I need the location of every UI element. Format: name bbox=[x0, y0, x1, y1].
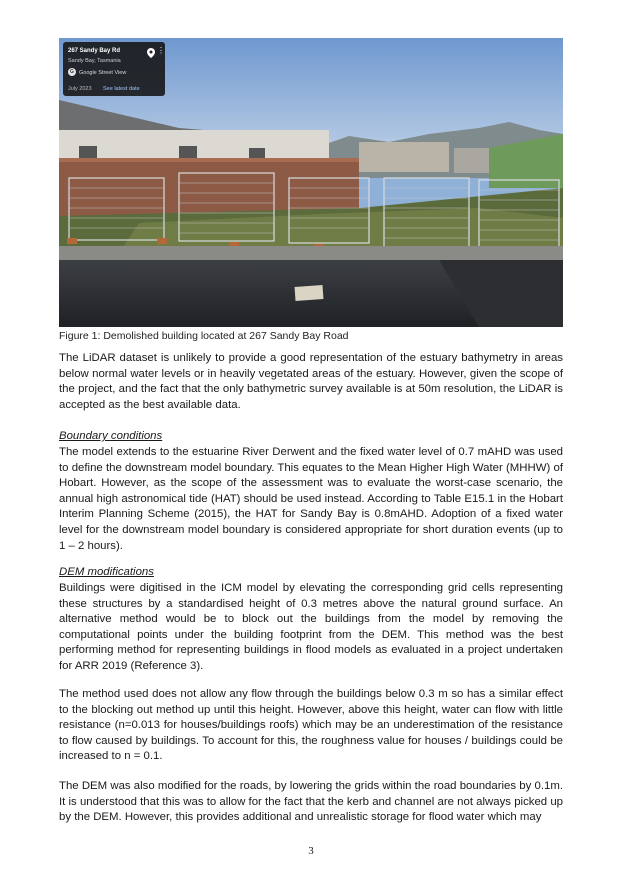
paragraph-dem-buildings: Buildings were digitised in the ICM model by elevating the corresponding grid cells representing these structures by a standardised height of 0.3 metres above the natural ground surface. An alternative method would be to block out the buildings from the model by removing the computational points under the building footprint from the DEM. This method was the best performing method for representing buildings in flood models as evaluated in a project undertaken for ARR 2019 (Reference 3). bbox=[59, 582, 563, 672]
capture-date: July 2023 bbox=[68, 86, 92, 92]
brand-text: Google Street View bbox=[79, 70, 127, 76]
paragraph-road-modification: The DEM was also modified for the roads, by lowering the grids within the road boundaries by 0.1m. It is understood that this was to allow for the fact that the kerb and channel are not always picked up by the DEM. However, this provides additional and unrealistic storage for flood water which may bbox=[59, 780, 563, 824]
more-options-icon[interactable]: ⋮ bbox=[157, 46, 165, 55]
google-logo-icon: G bbox=[68, 68, 76, 76]
location-pin-icon[interactable] bbox=[147, 48, 155, 58]
street-view-info-card bbox=[63, 42, 165, 96]
street-view-photo bbox=[59, 38, 563, 327]
see-latest-link[interactable]: See latest date bbox=[103, 86, 140, 92]
address-title: 267 Sandy Bay Rd bbox=[68, 48, 121, 54]
page-number: 3 bbox=[308, 845, 314, 857]
locality-text: Sandy Bay, Tasmania bbox=[68, 58, 121, 64]
paragraph-lidar: The LiDAR dataset is unlikely to provide a good representation of the estuary bathymetry in areas below normal water levels or in heavily vegetated areas of the estuary. However, given the scope of the project, and the fact that the only bathymetric survey available is at 50m resolution, the LiDAR is accepted as the best available data. bbox=[59, 352, 563, 411]
heading-dem-modifications: DEM modifications bbox=[59, 566, 154, 578]
heading-boundary-conditions: Boundary conditions bbox=[59, 430, 163, 442]
paragraph-blocking-method: The method used does not allow any flow through the buildings below 0.3 m so has a similar effect to the blocking out method up until this height. However, above this height, water can flow with little resistance (n=0.013 for houses/buildings roofs) which may be an underestimation of the resistance to flow caused by buildings. To account for this, the roughness value for houses / buildings could be increased to n = 0.1. bbox=[59, 688, 563, 763]
figure-caption: Figure 1: Demolished building located at 267 Sandy Bay Road bbox=[59, 330, 349, 342]
paragraph-boundary-conditions: The model extends to the estuarine River Derwent and the fixed water level of 0.7 mAHD was used to define the downstream model boundary. This equates to the Mean Higher High Water (MHHW) of Hobart. However, as the scope of the assessment was to evaluate the worst-case scenario, the annual high astronomical tide (HAT) should be used instead. According to Table E15.1 in the Hobart Interim Planning Scheme (2015), the HAT for Sandy Bay is 0.8mAHD. Adoption of a fixed water level for the downstream model boundary is considered appropriate for short duration events (up to 1 – 2 hours). bbox=[59, 446, 563, 552]
